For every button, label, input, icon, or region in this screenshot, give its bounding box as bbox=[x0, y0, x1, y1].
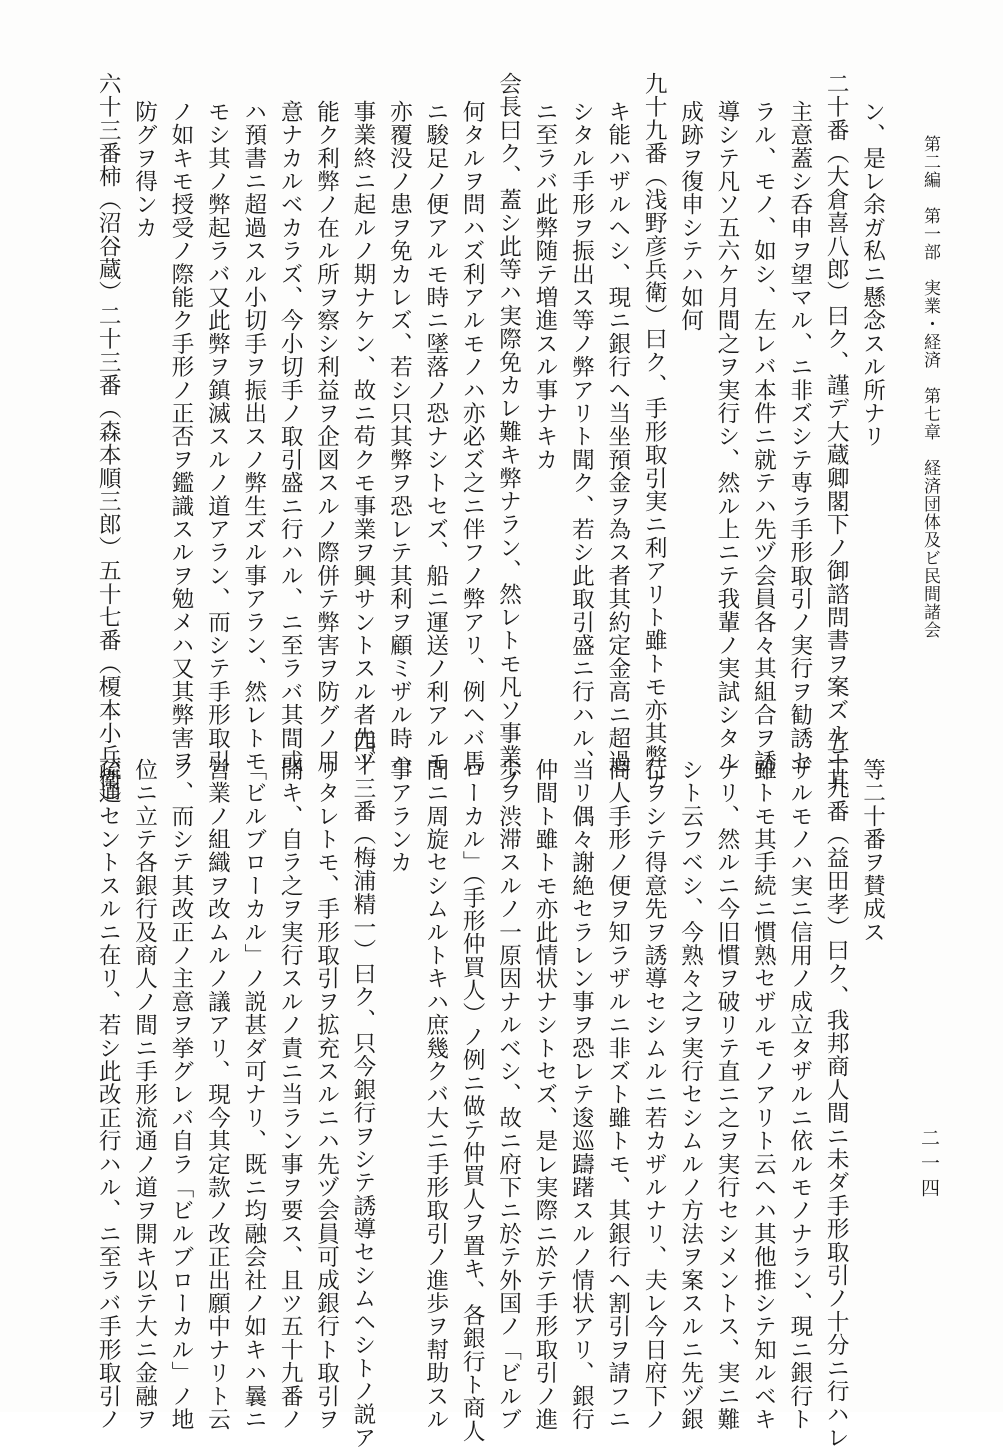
text-line: 等二十番ヲ賛成ス bbox=[859, 758, 886, 944]
text-line: ラル、モノ、如シ、左レバ本件ニ就テハ先ヅ会員各々其組合ヲ誘 bbox=[750, 100, 777, 773]
text-line: 仲間ト雖トモ亦此情状ナシトセズ、是レ実際ニ於テ手形取引ノ進 bbox=[531, 758, 558, 1431]
running-header: 第二編 第一部 実業・経済 第七章 経済団体及ビ民間諸会 bbox=[920, 135, 940, 639]
text-line: 行ヲシテ得意先ヲ誘導セシムルニ若カザルナリ、夫レ今日府下ノ bbox=[641, 758, 668, 1431]
text-line: 疏通セントスルニ在リ、若シ此改正行ハル、ニ至ラバ手形取引ノ bbox=[95, 758, 122, 1431]
text-line: 意ナカルベカラズ、今小切手ノ取引盛ニ行ハル、ニ至ラバ其間或 bbox=[277, 100, 304, 773]
text-line: 事アランカ bbox=[386, 758, 413, 874]
text-line: 事業終ニ起ルノ期ナケン、故ニ苟クモ事業ヲ興サントスル者先ヅ bbox=[349, 100, 376, 773]
text-line: 九十九番（浅野彦兵衛）曰ク、手形取引実ニ利アリト雖トモ亦其弊ナ bbox=[641, 72, 668, 792]
text-line: 亦覆没ノ患ヲ免カレズ、若シ只其弊ヲ恐レテ其利ヲ顧ミザル時ハ bbox=[386, 100, 413, 773]
text-line: 主意蓋シ呑申ヲ望マル、ニ非ズシテ専ラ手形取引ノ実行ヲ勧誘セ bbox=[786, 100, 813, 773]
text-line: 四十三番（梅浦精一）曰ク、只今銀行ヲシテ誘導セシムヘシトノ説ア bbox=[349, 730, 376, 1449]
text-line: 何タルヲ問ハズ利アルモノハ亦必ズ之ニ伴フノ弊アリ、例ヘバ馬 bbox=[459, 100, 486, 773]
text-line: 五十九番（益田孝）曰ク、我邦商人間ニ未ダ手形取引ノ十分ニ行ハレ bbox=[823, 730, 850, 1449]
text-line: 開キ、自ラ之ヲ実行スルノ責ニ当ラン事ヲ要ス、且ツ五十九番ノ bbox=[277, 758, 304, 1431]
text-line: ザルモノハ実ニ信用ノ成立タザルニ依ルモノナラン、現ニ銀行ト bbox=[786, 758, 813, 1431]
text-line: 当リ偶々謝絶セラレン事ヲ恐レテ逡巡躊躇スルノ情状アリ、銀行 bbox=[568, 758, 595, 1431]
text-line: モシ其ノ弊起ラバ又此弊ヲ鎮滅スルノ道アラン、而シテ手形取引 bbox=[204, 100, 231, 773]
text-line: 歩ヲ渋滞スルノ一原因ナルベシ、故ニ府下ニ於テ外国ノ「ビルブ bbox=[495, 758, 522, 1431]
text-line: 能ク利弊ノ在ル所ヲ察シ利益ヲ企図スルノ際併テ弊害ヲ防グノ用 bbox=[313, 100, 340, 773]
text-line: ハ預書ニ超過スル小切手ヲ振出スノ弊生ズル事アラン、然レトモ bbox=[240, 100, 267, 773]
text-line: ン、是レ余ガ私ニ懸念スル所ナリ bbox=[859, 100, 886, 448]
text-line: 導シテ凡ソ五六ケ月間之ヲ実行シ、然ル上ニテ我輩ノ実試シタル bbox=[713, 100, 740, 773]
text-line: 商人手形ノ便ヲ知ラザルニ非ズト雖トモ、其銀行ヘ割引ヲ請フニ bbox=[604, 758, 631, 1431]
text-line: フ、而シテ其改正ノ主意ヲ挙グレバ自ラ「ビルブローカル」ノ地 bbox=[167, 758, 194, 1431]
text-line: 営業ノ組織ヲ改ムルノ議アリ、現今其定款ノ改正出願中ナリト云 bbox=[204, 758, 231, 1431]
text-line: 会長曰ク、蓋シ此等ハ実際免カレ難キ弊ナラン、然レトモ凡ソ事業ノ bbox=[495, 72, 522, 792]
text-line: キ能ハザルヘシ、現ニ銀行ヘ当坐預金ヲ為ス者其約定金高ニ超過 bbox=[604, 100, 631, 773]
text-line: 六十三番柿（沼谷蔵）二十三番（森本順三郎）五十七番（榎本小兵衛） bbox=[95, 72, 122, 815]
page-number: 二一四 bbox=[918, 1128, 940, 1203]
text-line: ナリ、然ルニ今旧慣ヲ破リテ直ニ之ヲ実行セシメントス、実ニ難 bbox=[713, 758, 740, 1431]
text-line: 「ビルブローカル」ノ説甚ダ可ナリ、既ニ均融会社ノ如キハ曩ニ bbox=[240, 758, 267, 1431]
text-line: シタル手形ヲ振出ス等ノ弊アリト聞ク、若シ此取引盛ニ行ハル、 bbox=[568, 100, 595, 773]
text-line: ノ如キモ授受ノ際能ク手形ノ正否ヲ鑑識スルヲ勉メハ又其弊害ヲ bbox=[167, 100, 194, 773]
text-line: ローカル」（手形仲買人）ノ例ニ做テ仲買人ヲ置キ、各銀行ト商人 bbox=[459, 758, 486, 1443]
text-line: ニ駿足ノ便アルモ時ニ墜落ノ恐ナシトセズ、船ニ運送ノ利アルモ bbox=[422, 100, 449, 773]
text-line: 二十番（大倉喜八郎）曰ク、謹デ大蔵卿閣下ノ御諮問書ヲ案ズルニ其 bbox=[823, 72, 850, 792]
text-line: 雖トモ其手続ニ慣熟セザルモノアリト云ヘハ其他推シテ知ルベキ bbox=[750, 758, 777, 1431]
text-line: 位ニ立テ各銀行及商人ノ間ニ手形流通ノ道ヲ開キ以テ大ニ金融ヲ bbox=[131, 758, 158, 1431]
text-line: リタレトモ、手形取引ヲ拡充スルニハ先ヅ会員可成銀行ト取引ヲ bbox=[313, 758, 340, 1431]
text-line: ニ至ラバ此弊随テ増進スル事ナキカ bbox=[531, 100, 558, 472]
text-line: 防グヲ得ンカ bbox=[131, 100, 158, 240]
text-line: 間ニ周旋セシムルトキハ庶幾クバ大ニ手形取引ノ進歩ヲ幇助スル bbox=[422, 758, 449, 1431]
text-line: 成跡ヲ復申シテハ如何 bbox=[677, 100, 704, 332]
text-line: シト云フベシ、今熟々之ヲ実行セシムルノ方法ヲ案スルニ先ヅ銀 bbox=[677, 758, 704, 1431]
